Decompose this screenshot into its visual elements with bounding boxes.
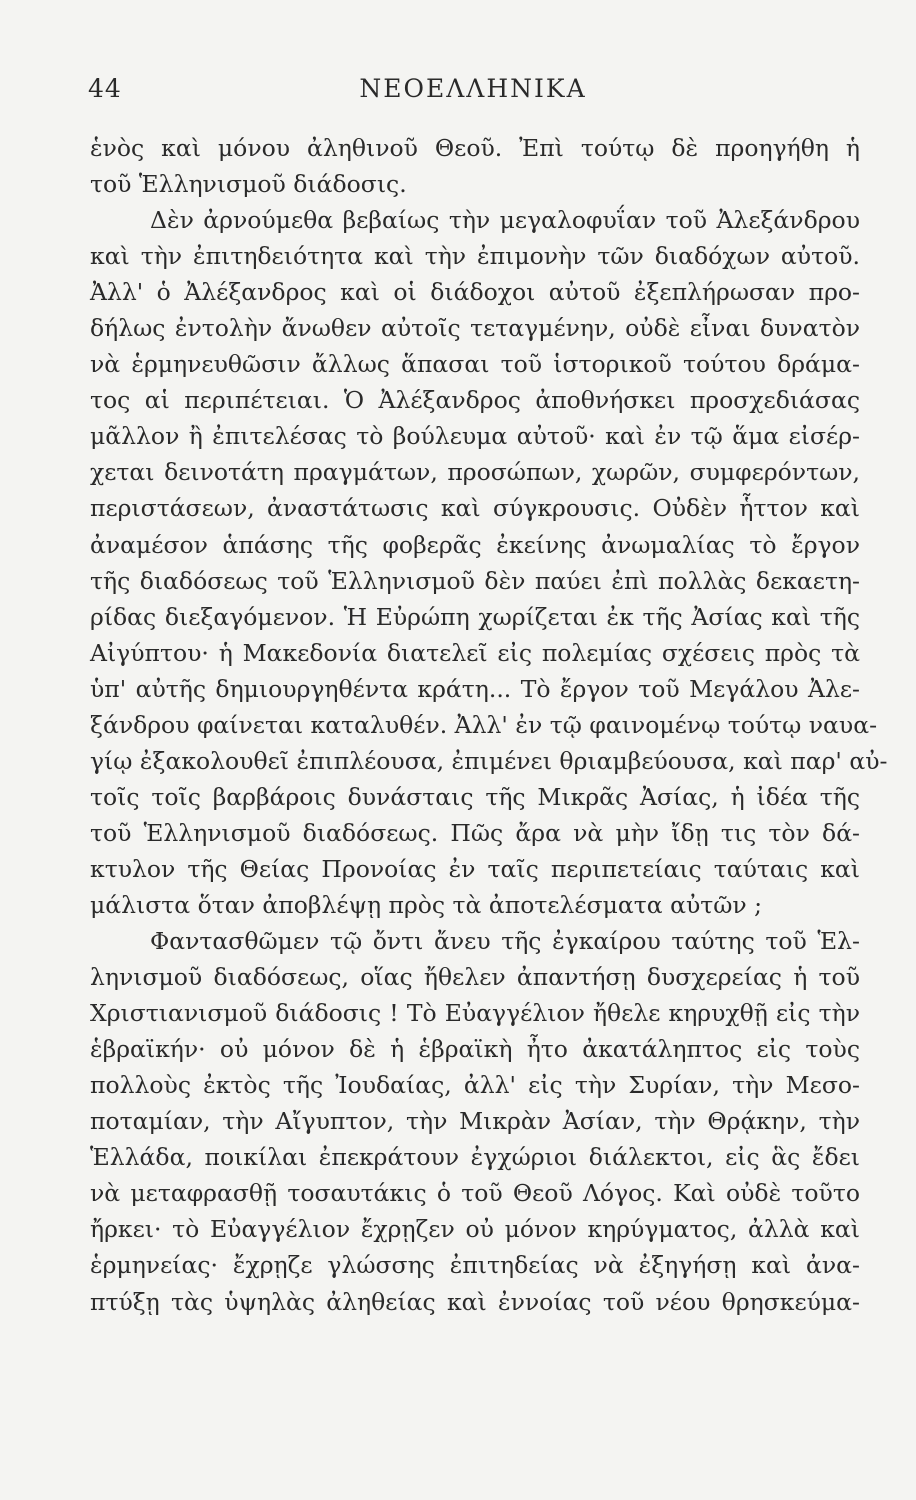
text-line: ρίδας διεξαγόμενον. Ἡ Εὐρώπη χωρίζεται ἐκ τῆς Ἀσίας καὶ τῆς <box>90 602 860 631</box>
text-line: ὑπ' αὐτῆς δημιουργηθέντα κράτη... Τὸ ἔργον τοῦ Μεγάλου Ἀλε- <box>90 674 860 703</box>
text-line: Ἑλλάδα, ποικίλαι ἐπεκράτουν ἐγχώριοι διάλεκτοι, εἰς ἃς ἔδει <box>90 1143 860 1172</box>
text-line: Αἰγύπτου· ἡ Μακεδονία διατελεῖ εἰς πολεμίας σχέσεις πρὸς τὰ <box>90 638 860 667</box>
text-line: χεται δεινοτάτη πραγμάτων, προσώπων, χωρῶν, συμφερόντων, <box>90 458 860 487</box>
page-number: 44 <box>88 74 122 103</box>
text-line: τοῦ Ἑλληνισμοῦ διάδοσις. <box>90 170 407 199</box>
text-line: πολλοὺς ἐκτὸς τῆς Ἰουδαίας, ἀλλ' εἰς τὴν Συρίαν, τὴν Μεσο- <box>90 1071 860 1100</box>
text-line: πτύξῃ τὰς ὑψηλὰς ἀληθείας καὶ ἐννοίας τοῦ νέου θρησκεύμα- <box>90 1287 860 1316</box>
body-text <box>90 130 888 1320</box>
text-line: τοῦ Ἑλληνισμοῦ διαδόσεως. Πῶς ἄρα νὰ μὴν ἴδῃ τις τὸν δά- <box>90 818 860 847</box>
text-line: μᾶλλον ἢ ἐπιτελέσας τὸ βούλευμα αὐτοῦ· καὶ ἐν τῷ ἅμα εἰσέρ- <box>90 422 860 451</box>
text-line: ληνισμοῦ διαδόσεως, οἵας ἤθελεν ἀπαντήσῃ δυσχερείας ἡ τοῦ <box>90 963 860 992</box>
text-line: τῆς διαδόσεως τοῦ Ἑλληνισμοῦ δὲν παύει ἐπὶ πολλὰς δεκαετη- <box>90 566 860 595</box>
text-line: μάλιστα ὅταν ἀποβλέψῃ πρὸς τὰ ἀποτελέσματα αὐτῶν ; <box>90 890 763 919</box>
text-line: Ἀλλ' ὁ Ἀλέξανδρος καὶ οἱ διάδοχοι αὐτοῦ ἐξεπλήρωσαν προ- <box>90 278 860 307</box>
text-line: ἑνὸς καὶ μόνου ἀληθινοῦ Θεοῦ. Ἐπὶ τούτῳ δὲ προηγήθη ἡ <box>90 134 860 162</box>
page-header <box>88 74 858 114</box>
running-title: ΝΕΟΕΛΛΗΝΙΚΑ <box>359 74 587 103</box>
text-line: ἑβραϊκήν· οὐ μόνον δὲ ἡ ἑβραϊκὴ ἦτο ἀκατάληπτος εἰς τοὺς <box>90 1035 860 1064</box>
text-line: νὰ ἑρμηνευθῶσιν ἄλλως ἅπασαι τοῦ ἱστορικοῦ τούτου δράμα- <box>90 350 860 379</box>
text-line: ἑρμηνείας· ἔχρῃζε γλώσσης ἐπιτηδείας νὰ ἐξηγήσῃ καὶ ἀνα- <box>90 1251 860 1280</box>
text-line: νὰ μεταφρασθῇ τοσαυτάκις ὁ τοῦ Θεοῦ Λόγος. Καὶ οὐδὲ τοῦτο <box>90 1179 860 1208</box>
text-line: τοῖς τοῖς βαρβάροις δυνάσταις τῆς Μικρᾶς Ἀσίας, ἡ ἰδέα τῆς <box>90 782 860 811</box>
text-line: ξάνδρου φαίνεται καταλυθέν. Ἀλλ' ἐν τῷ φαινομένῳ τούτῳ ναυα- <box>90 710 878 739</box>
text-line: ἀναμέσον ἁπάσης τῆς φοβερᾶς ἐκείνης ἀνωμαλίας τὸ ἔργον <box>90 530 860 559</box>
text-line: γίῳ ἐξακολουθεῖ ἐπιπλέουσα, ἐπιμένει θριαμβεύουσα, καὶ παρ' αὐ- <box>90 746 888 775</box>
paragraph-first-line: Φαντασθῶμεν τῷ ὄντι ἄνευ τῆς ἐγκαίρου ταύτης τοῦ Ἑλ- <box>150 927 860 956</box>
text-line: κτυλον τῆς Θείας Προνοίας ἐν ταῖς περιπετείαις ταύταις καὶ <box>90 854 860 883</box>
text-line: Χριστιανισμοῦ διάδοσις ! Τὸ Εὐαγγέλιον ἤθελε κηρυχθῇ εἰς τὴν <box>90 999 860 1028</box>
text-line: ἤρκει· τὸ Εὐαγγέλιον ἔχρῃζεν οὐ μόνον κηρύγματος, ἀλλὰ καὶ <box>90 1215 860 1244</box>
text-line: τος αἱ περιπέτειαι. Ὁ Ἀλέξανδρος ἀποθνήσκει προσχεδιάσας <box>90 386 860 415</box>
text-line: περιστάσεων, ἀναστάτωσις καὶ σύγκρουσις. Οὐδὲν ἧττον καὶ <box>90 494 860 523</box>
paragraph-first-line: Δὲν ἀρνούμεθα βεβαίως τὴν μεγαλοφυΐαν τοῦ Ἀλεξάνδρου <box>150 206 860 235</box>
text-line: ποταμίαν, τὴν Αἴγυπτον, τὴν Μικρὰν Ἀσίαν, τὴν Θρᾴκην, τὴν <box>90 1107 860 1136</box>
text-line: καὶ τὴν ἐπιτηδειότητα καὶ τὴν ἐπιμονὴν τῶν διαδόχων αὐτοῦ. <box>90 242 860 271</box>
text-line: δήλως ἐντολὴν ἄνωθεν αὐτοῖς τεταγμένην, οὐδὲ εἶναι δυνατὸν <box>90 314 860 343</box>
